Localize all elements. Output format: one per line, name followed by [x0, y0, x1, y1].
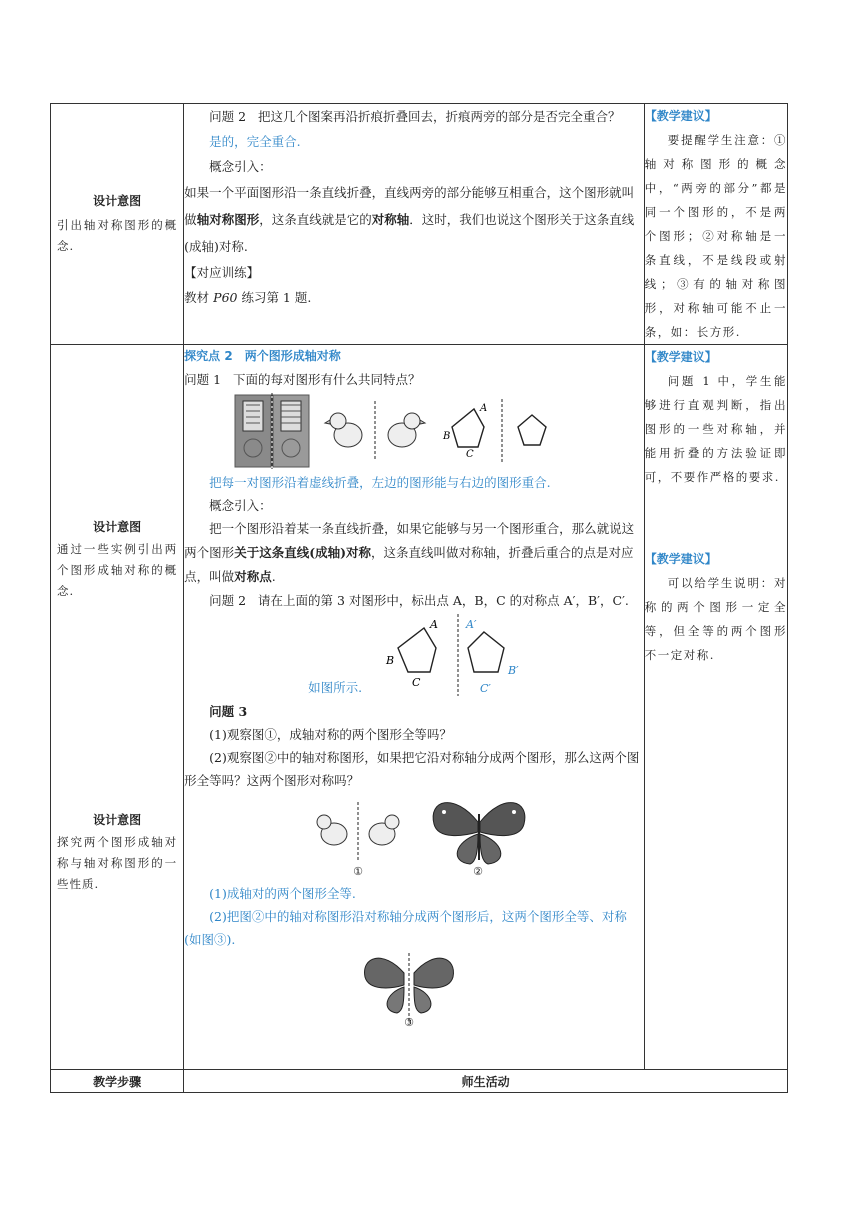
- question-text: 下面的每对图形有什么共同特点？: [233, 372, 421, 387]
- answer-text: 如图所示.: [308, 680, 363, 695]
- figure-pairs-strip: [184, 391, 644, 471]
- answer-text: (2)把图②中的轴对称图形沿对称轴分成两个图形后，这两个图形全等、对称(如图③).: [184, 909, 627, 947]
- pentagon-answer-figure: [184, 612, 644, 700]
- design-intent-text: 引出轴对称图形的概念.: [57, 217, 178, 253]
- lesson-table: [50, 103, 788, 1093]
- chick-pair-image: [320, 401, 430, 461]
- footer-steps-label: 教学步骤: [51, 1070, 184, 1093]
- pentagon-symmetry-svg: [384, 612, 534, 698]
- answer-text: 是的，完全重合.: [209, 134, 301, 149]
- footer-activity-label: 师生活动: [184, 1070, 788, 1093]
- question-text: 请在上面的第 3 对图形中，标出点 A，B，C 的对称点 A′，B′，C′.: [258, 593, 629, 608]
- suggestion-heading: 【教学建议】: [644, 552, 717, 566]
- lesson-table-frame: [50, 103, 788, 1089]
- suggestion-text: 问题 1 中，学生能够进行直观判断，指出图形的一些对称轴，并能用折叠的方法验证即可，不要作严格的要求.: [644, 374, 787, 484]
- point-A-label: A: [430, 618, 439, 631]
- design-intent-cell: [51, 104, 184, 345]
- design-intent-cell: [51, 345, 184, 1070]
- design-intent-text: 通过一些实例引出两个图形成轴对称的概念.: [57, 542, 178, 598]
- question-label: 问题 1: [184, 372, 222, 387]
- activity-cell: [184, 104, 645, 345]
- design-intent-title: 设计意图: [93, 193, 142, 208]
- point-A-prime-label: A′: [466, 618, 477, 631]
- table-row: [51, 345, 788, 1070]
- section-heading: 探究点 2 两个图形成轴对称: [184, 349, 341, 363]
- suggestion-heading: 【教学建议】: [644, 109, 717, 123]
- concept-label: 概念引入：: [209, 159, 272, 174]
- training-text: 教材 P60 练习第 1 题.: [184, 290, 312, 305]
- design-intent-title: 设计意图: [93, 813, 142, 827]
- teaching-suggestion-cell: [644, 345, 787, 1070]
- suggestion-text: 可以给学生说明：对称的两个图形一定全等，但全等的两个图形不一定对称.: [644, 576, 787, 662]
- point-B-prime-label: B′: [508, 664, 519, 677]
- question-label: 问题 2: [209, 593, 247, 608]
- table-row: [51, 104, 788, 345]
- figure-label-3: ③: [404, 1016, 415, 1029]
- question-item: (2)观察图②中的轴对称图形，如果把它沿对称轴分成两个图形，那么这两个图形全等吗？这两个图形对称吗？: [184, 750, 640, 788]
- point-B-label: B: [386, 654, 395, 667]
- door-pair-image: [234, 393, 310, 469]
- term-symmetric-point: 对称点: [234, 569, 272, 584]
- question-item: (1)观察图①，成轴对称的两个图形全等吗？: [209, 727, 452, 742]
- teaching-suggestion-cell: [644, 104, 787, 345]
- training-label: 【对应训练】: [184, 265, 260, 280]
- question-text: 把这几个图案再沿折痕折叠回去，折痕两旁的部分是否完全重合？: [258, 109, 621, 124]
- point-C-label: C: [412, 676, 421, 689]
- point-B-label: B: [443, 431, 451, 442]
- concept-label: 概念引入：: [209, 498, 272, 513]
- point-C-prime-label: C′: [480, 682, 492, 695]
- split-butterfly-figure: [184, 951, 644, 1029]
- figure-label-1: ①: [353, 865, 364, 878]
- table-footer-row: [51, 1070, 788, 1093]
- suggestion-heading: 【教学建议】: [644, 350, 717, 364]
- design-intent-text: 探究两个图形成轴对称与轴对称图形的一些性质.: [57, 835, 178, 891]
- answer-text: (1)成轴对的两个图形全等.: [209, 886, 356, 901]
- point-C-label: C: [466, 449, 474, 460]
- suggestion-text: 要提醒学生注意：①轴对称图形的概念中，“两旁的部分”都是同一个图形的，不是两个图形；②对称轴是一条直线，不是线段或射线；③有的轴对称图形，对称轴可能不止一条，如：长方形.: [644, 133, 787, 339]
- term-axis-symmetric-figure: 轴对称图形: [196, 212, 260, 227]
- concept-paragraph: 如果一个平面图形沿一条直线折叠，直线两旁的部分能够互相重合，这个图形就叫做轴对称图形，这条直线就是它的对称轴．这时，我们也说这个图形关于这条直线(成轴)对称.: [184, 185, 635, 254]
- term-symmetric-about-line: 关于这条直线(成轴)对称: [234, 545, 372, 560]
- figure-label-2: ②: [473, 865, 484, 878]
- butterfly-icon: [433, 803, 525, 864]
- figure-1-2-svg: [304, 792, 534, 882]
- term-symmetry-axis: 对称轴: [371, 212, 410, 227]
- point-A-label: A: [480, 403, 488, 414]
- question-label: 问题 3: [209, 704, 248, 719]
- concept-paragraph: 把一个图形沿着某一条直线折叠，如果它能够与另一个图形重合，那么就说这两个图形关于这条直线(成轴)对称，这条直线叫做对称轴，折叠后重合的点是对应点，叫做对称点.: [184, 521, 635, 584]
- activity-cell: [184, 345, 645, 1070]
- chick-butterfly-figure: [184, 792, 644, 882]
- design-intent-title: 设计意图: [93, 520, 142, 534]
- question-label: 问题 2: [209, 109, 247, 124]
- pentagon-pair-image: [440, 399, 560, 463]
- answer-text: 把每一对图形沿着虚线折叠，左边的图形能与右边的图形重合.: [209, 475, 551, 490]
